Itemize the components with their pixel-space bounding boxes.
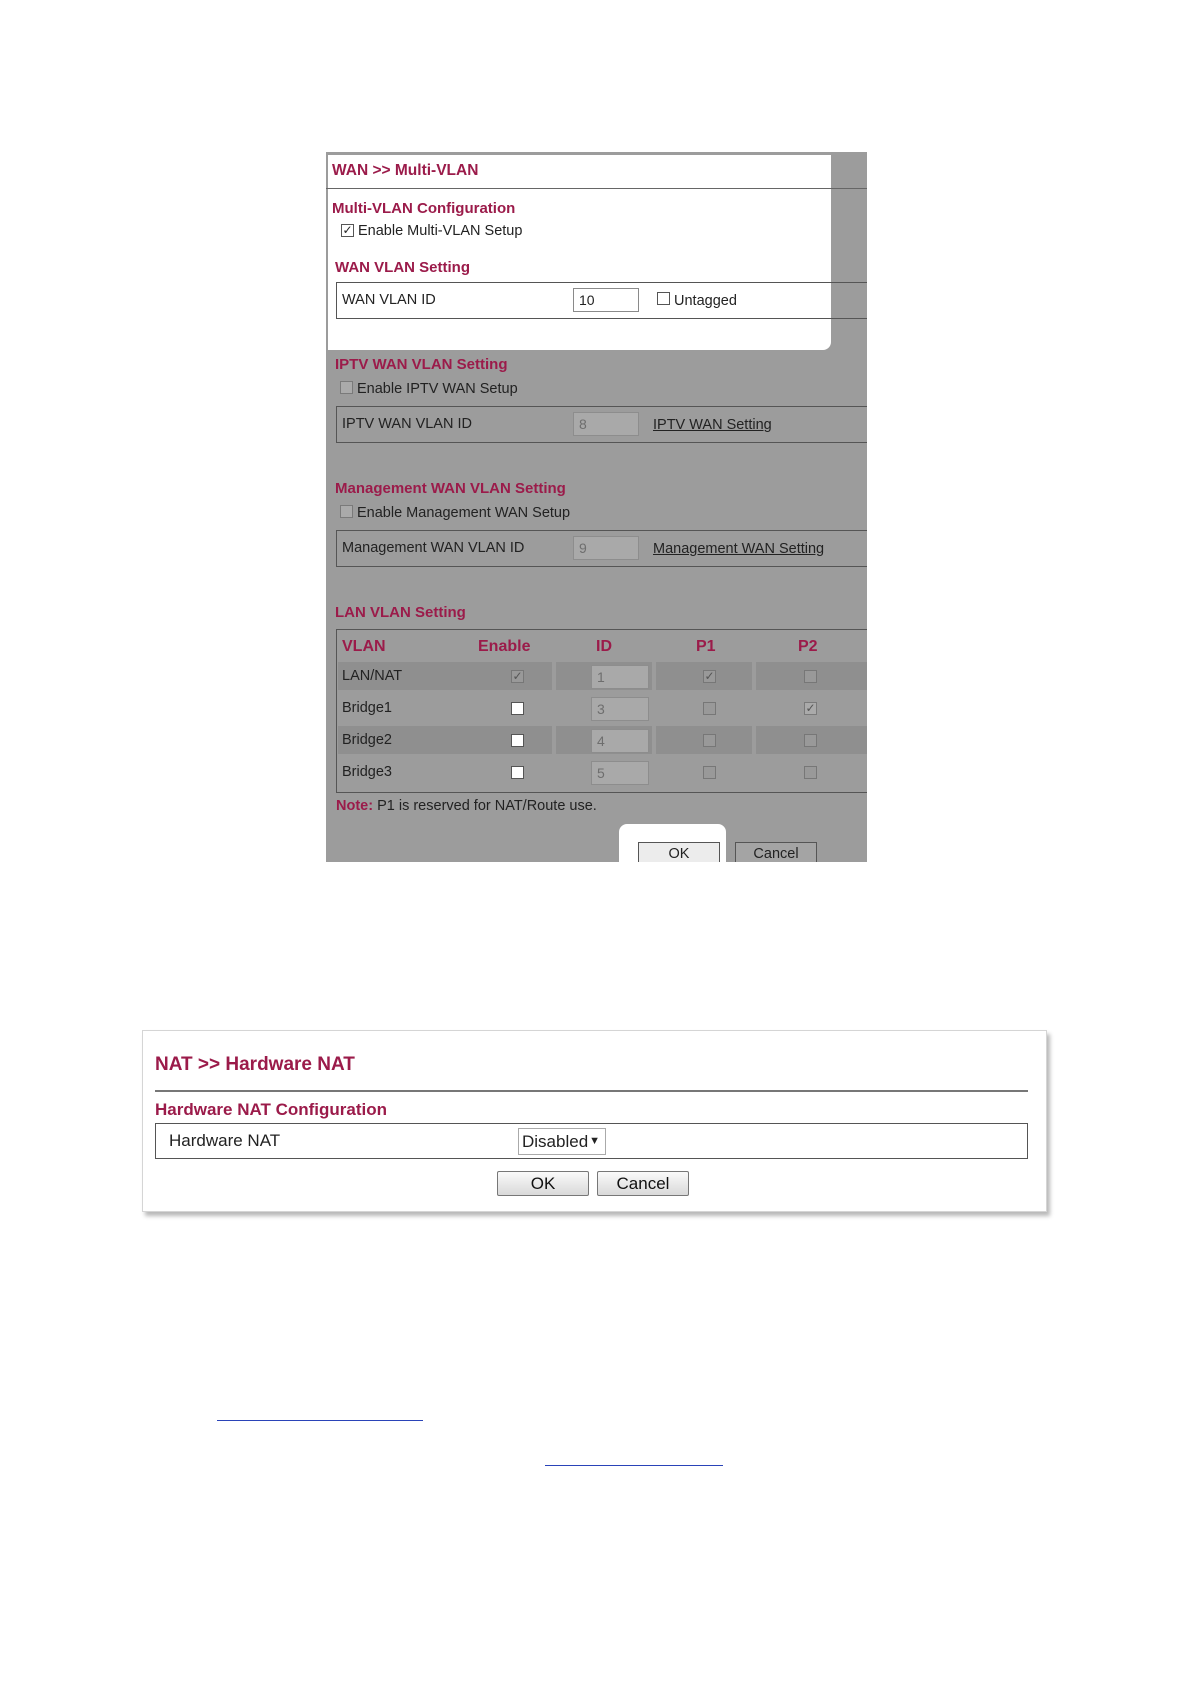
enable-management-checkbox[interactable] [340, 505, 353, 518]
header-col-p2: P2 [798, 638, 818, 655]
hw-nat-select[interactable] [518, 1128, 606, 1155]
note-line [336, 798, 597, 814]
hw-nat-cancel-button[interactable]: Cancel [597, 1171, 689, 1196]
table-row-id-input[interactable]: 4 [591, 729, 649, 753]
highlight-area-top [328, 155, 831, 350]
table-row-p1-checkbox[interactable] [703, 702, 716, 715]
iptv-id-label: IPTV WAN VLAN ID [342, 416, 472, 432]
header-col-enable: Enable [478, 638, 531, 655]
enable-management-label: Enable Management WAN Setup [357, 505, 571, 521]
untagged-checkbox[interactable] [657, 292, 670, 305]
wan-vlan-id-label: WAN VLAN ID [342, 292, 436, 308]
management-id-input[interactable]: 9 [573, 536, 639, 560]
hw-nat-select-value: Disabled [522, 1132, 589, 1151]
table-row-enable-checkbox[interactable] [511, 734, 524, 747]
table-row-vlan-name: LAN/NAT [342, 668, 403, 684]
hw-nat-config-heading: Hardware NAT Configuration [155, 1100, 388, 1119]
table-row-vlan-name: Bridge3 [342, 764, 392, 780]
ok-button[interactable]: OK [638, 842, 720, 862]
header-col-p1: P1 [696, 638, 716, 655]
wan-vlan-id-input[interactable]: 10 [573, 288, 639, 312]
hw-nat-ok-button[interactable]: OK [497, 1171, 589, 1196]
multi-vlan-screenshot [326, 152, 867, 862]
table-row-id-input[interactable]: 1 [591, 665, 649, 689]
header-col-vlan: VLAN [342, 638, 386, 655]
link-underline-1 [217, 1420, 423, 1421]
table-cell-bg [456, 726, 552, 754]
lan-vlan-heading: LAN VLAN Setting [335, 604, 466, 621]
table-row-vlan-name: Bridge2 [342, 732, 392, 748]
table-row-p2-checkbox[interactable] [804, 734, 817, 747]
iptv-id-input[interactable]: 8 [573, 412, 639, 436]
table-row-p2-checkbox[interactable]: ✓ [805, 701, 816, 715]
hw-nat-title: NAT >> Hardware NAT [155, 1054, 355, 1075]
untagged-label: Untagged [674, 293, 737, 309]
config-heading: Multi-VLAN Configuration [332, 200, 516, 217]
hw-nat-field-label: Hardware NAT [169, 1131, 281, 1150]
table-row-enable-checkbox[interactable]: ✓ [512, 669, 523, 683]
table-cell-bg [456, 662, 552, 690]
chevron-down-icon: ▼ [589, 1135, 600, 1147]
hardware-nat-screenshot [142, 1030, 1047, 1212]
management-id-label: Management WAN VLAN ID [342, 540, 525, 556]
link-underline-2 [545, 1465, 723, 1466]
page-title: WAN >> Multi-VLAN [332, 162, 479, 179]
enable-iptv-checkbox[interactable] [340, 381, 353, 394]
wan-vlan-heading: WAN VLAN Setting [335, 259, 470, 276]
iptv-heading: IPTV WAN VLAN Setting [335, 356, 508, 373]
table-row-p1-checkbox[interactable] [703, 766, 716, 779]
table-row-enable-checkbox[interactable] [511, 702, 524, 715]
table-row-p1-checkbox[interactable]: ✓ [704, 669, 715, 683]
management-heading: Management WAN VLAN Setting [335, 480, 566, 497]
enable-iptv-label: Enable IPTV WAN Setup [357, 381, 518, 397]
table-row-p2-checkbox[interactable] [804, 766, 817, 779]
enable-multivlan-checkbox[interactable]: ✓ [342, 223, 353, 237]
cancel-button[interactable]: Cancel [735, 842, 817, 862]
note-label: Note: [336, 798, 374, 814]
management-wan-setting-link[interactable]: Management WAN Setting [653, 541, 825, 557]
enable-multivlan-label: Enable Multi-VLAN Setup [358, 223, 523, 239]
hw-nat-title-divider [155, 1090, 1028, 1092]
iptv-wan-setting-link[interactable]: IPTV WAN Setting [653, 417, 772, 433]
table-row-id-input[interactable]: 5 [591, 761, 649, 785]
table-row-enable-checkbox[interactable] [511, 766, 524, 779]
header-col-id: ID [596, 638, 612, 655]
note-text: P1 is reserved for NAT/Route use. [377, 798, 597, 814]
title-divider [326, 188, 867, 189]
table-row-p1-checkbox[interactable] [703, 734, 716, 747]
table-row-id-input[interactable]: 3 [591, 697, 649, 721]
table-row-vlan-name: Bridge1 [342, 700, 392, 716]
table-row-p2-checkbox[interactable] [804, 670, 817, 683]
